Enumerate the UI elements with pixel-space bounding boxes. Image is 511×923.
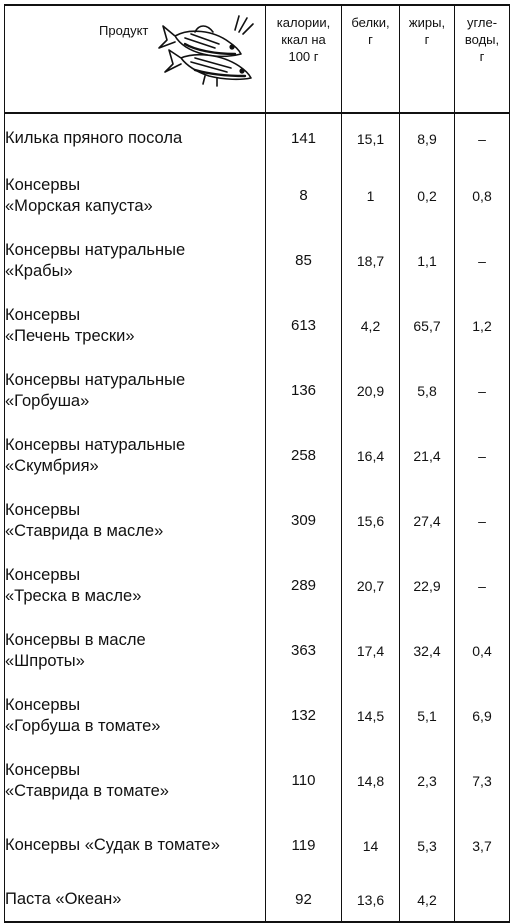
carbs-value [455, 878, 510, 922]
protein-value: 20,7 [342, 553, 400, 618]
product-name-line: Консервы натуральные [5, 435, 186, 454]
product-name-line: «Печень трески» [5, 326, 135, 345]
table-row [5, 423, 510, 488]
calories-value: 119 [266, 813, 342, 878]
protein-value: 14,8 [342, 748, 400, 813]
table-header [5, 5, 510, 113]
header-fat [400, 5, 455, 113]
protein-value: 14,5 [342, 683, 400, 748]
carbs-value: 7,3 [455, 748, 510, 813]
calories-value: 110 [266, 748, 342, 813]
product-name-line: Консервы натуральные [5, 240, 186, 259]
table-row [5, 488, 510, 553]
carbs-value: – [455, 228, 510, 293]
product-name [5, 748, 266, 813]
calories-value: 8 [266, 163, 342, 228]
product-name-line: Консервы [5, 500, 81, 519]
carbs-value: 0,8 [455, 163, 510, 228]
product-name [5, 553, 266, 618]
header-calories-line: ккал на [281, 32, 326, 47]
protein-value: 4,2 [342, 293, 400, 358]
product-name [5, 113, 266, 163]
product-name-line: «Скумбрия» [5, 456, 99, 475]
calories-value: 136 [266, 358, 342, 423]
carbs-value: 0,4 [455, 618, 510, 683]
protein-value: 1 [342, 163, 400, 228]
header-protein-line: белки, [351, 15, 390, 30]
table-row [5, 358, 510, 423]
protein-value: 15,6 [342, 488, 400, 553]
calories-value: 309 [266, 488, 342, 553]
calories-value: 289 [266, 553, 342, 618]
product-name-line: Консервы [5, 565, 81, 584]
product-name-line: «Горбуша» [5, 391, 90, 410]
fat-value: 32,4 [400, 618, 455, 683]
table-row [5, 293, 510, 358]
protein-value: 15,1 [342, 113, 400, 163]
fat-value: 5,3 [400, 813, 455, 878]
protein-value: 13,6 [342, 878, 400, 922]
protein-value: 17,4 [342, 618, 400, 683]
carbs-value: 3,7 [455, 813, 510, 878]
product-name [5, 813, 266, 878]
product-name-line: «Треска в масле» [5, 586, 142, 605]
carbs-value: 6,9 [455, 683, 510, 748]
protein-value: 20,9 [342, 358, 400, 423]
product-name-line: «Ставрида в масле» [5, 521, 164, 540]
fat-value: 27,4 [400, 488, 455, 553]
header-fat-line: г [424, 32, 430, 47]
fat-value: 5,1 [400, 683, 455, 748]
product-name-line: Консервы [5, 305, 81, 324]
calories-value: 363 [266, 618, 342, 683]
product-name [5, 163, 266, 228]
product-name-line: Килька пряного посола [5, 129, 183, 147]
product-name-line: «Крабы» [5, 261, 73, 280]
table-row [5, 618, 510, 683]
product-name-line: Консервы «Судак в томате» [5, 836, 220, 854]
header-product-label: Продукт [99, 23, 149, 38]
product-name [5, 423, 266, 488]
calories-value: 613 [266, 293, 342, 358]
nutrition-table [4, 4, 510, 923]
calories-value: 92 [266, 878, 342, 922]
product-name-line: «Морская капуста» [5, 196, 153, 215]
table-body [5, 113, 510, 922]
fat-value: 1,1 [400, 228, 455, 293]
header-protein [342, 5, 400, 113]
product-name [5, 293, 266, 358]
header-protein-line: г [368, 32, 373, 47]
product-name [5, 228, 266, 293]
calories-value: 85 [266, 228, 342, 293]
product-name-line: Консервы в масле [5, 630, 146, 649]
table-row [5, 113, 510, 163]
product-name [5, 683, 266, 748]
product-name-line: Консервы натуральные [5, 370, 186, 389]
product-name [5, 358, 266, 423]
header-carbs-line: угле- [466, 15, 498, 30]
fat-value: 2,3 [400, 748, 455, 813]
table-row [5, 553, 510, 618]
carbs-value: – [455, 553, 510, 618]
calories-value: 132 [266, 683, 342, 748]
product-name-line: Консервы [5, 695, 81, 714]
fat-value: 8,9 [400, 113, 455, 163]
table-row [5, 878, 510, 922]
fat-value: 0,2 [400, 163, 455, 228]
table-row [5, 748, 510, 813]
header-calories [266, 5, 342, 113]
header-fat-line: жиры, [408, 15, 446, 30]
table-row [5, 228, 510, 293]
protein-value: 14 [342, 813, 400, 878]
calories-value: 258 [266, 423, 342, 488]
header-carbs-line: воды, [464, 32, 500, 47]
protein-value: 16,4 [342, 423, 400, 488]
fat-value: 21,4 [400, 423, 455, 488]
product-name-line: Паста «Океан» [5, 890, 122, 908]
product-name-line: Консервы [5, 175, 81, 194]
calories-value: 141 [266, 113, 342, 163]
header-carbs [455, 5, 510, 113]
protein-value: 18,7 [342, 228, 400, 293]
table-row [5, 163, 510, 228]
table-row [5, 683, 510, 748]
header-carbs-line: г [479, 49, 485, 64]
header-calories-line: 100 г [288, 49, 319, 64]
product-name-line: Консервы [5, 760, 81, 779]
fat-value: 22,9 [400, 553, 455, 618]
carbs-value: – [455, 358, 510, 423]
header-calories-line: калории, [276, 15, 331, 30]
product-name [5, 618, 266, 683]
fat-value: 5,8 [400, 358, 455, 423]
fat-value: 4,2 [400, 878, 455, 922]
fat-value: 65,7 [400, 293, 455, 358]
carbs-value: 1,2 [455, 293, 510, 358]
carbs-value: – [455, 488, 510, 553]
fish-illustration-icon [155, 14, 257, 96]
product-name [5, 878, 266, 922]
header-product [5, 5, 266, 113]
carbs-value: – [455, 423, 510, 488]
product-name-line: «Шпроты» [5, 651, 85, 670]
product-name [5, 488, 266, 553]
product-name-line: «Горбуша в томате» [5, 716, 161, 735]
carbs-value: – [455, 113, 510, 163]
product-name-line: «Ставрида в томате» [5, 781, 169, 800]
table-row [5, 813, 510, 878]
